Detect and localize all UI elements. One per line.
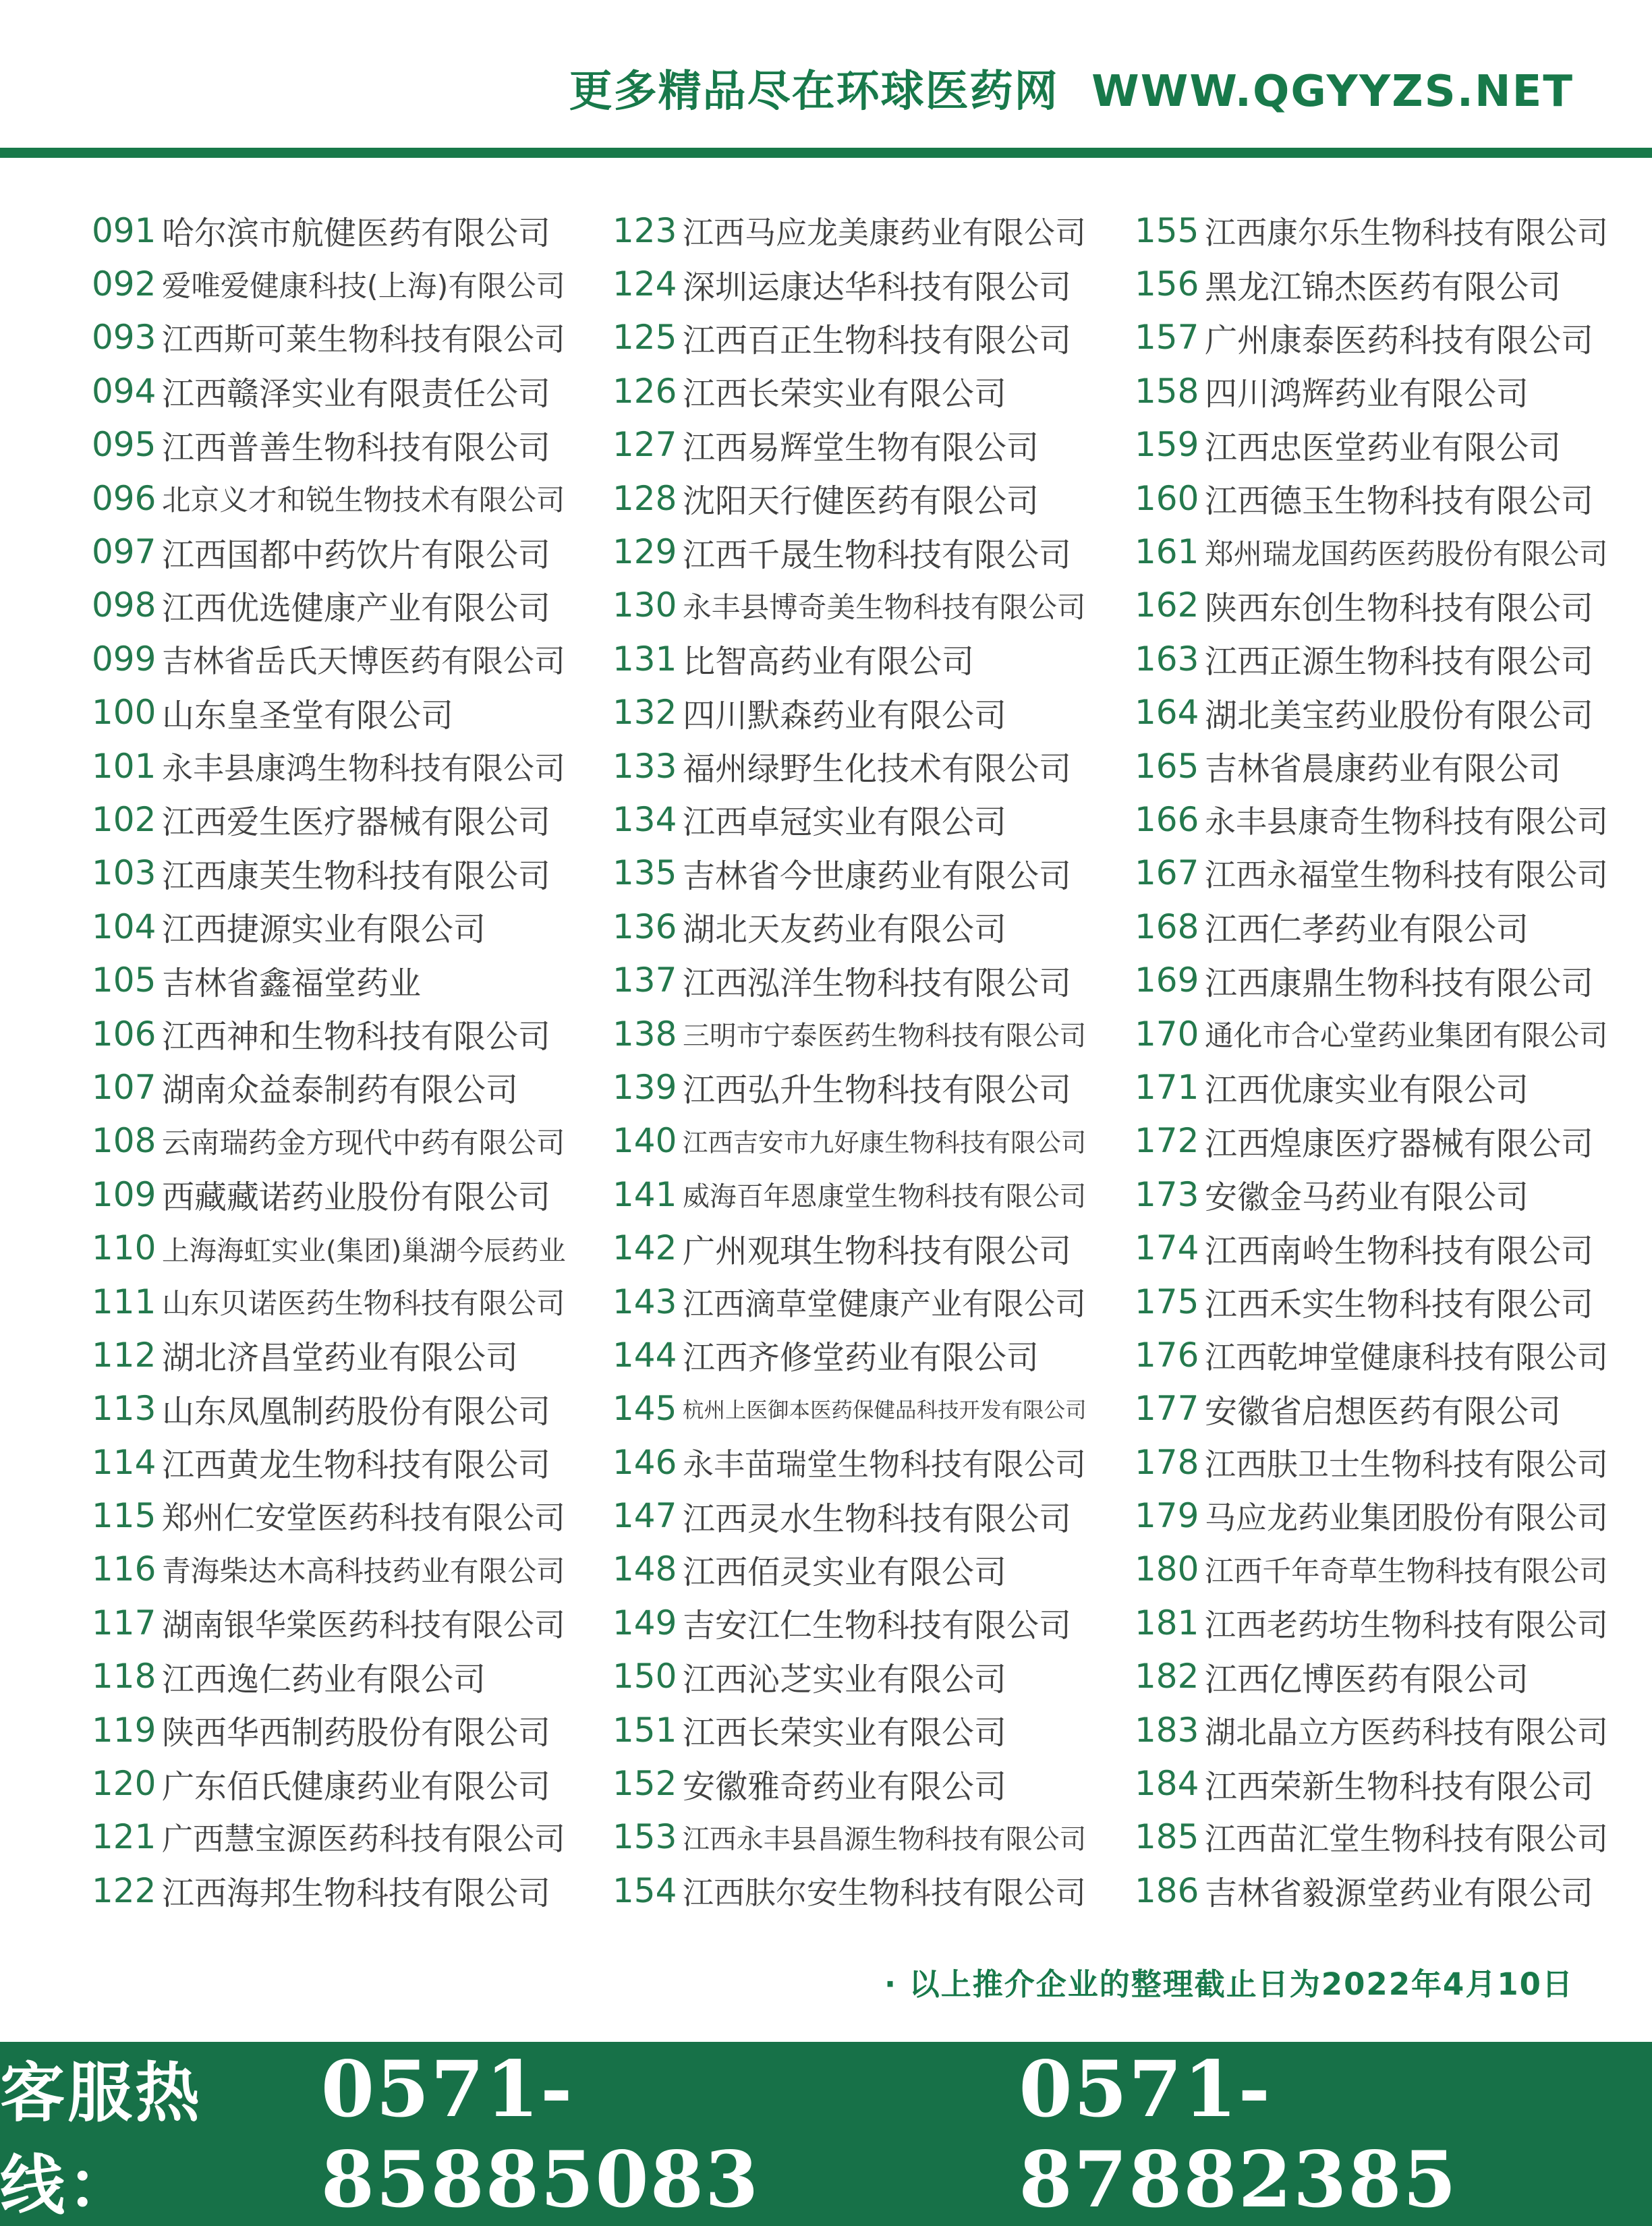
list-item (92, 525, 566, 578)
company-name: 广西慧宝源医药科技有限公司 (162, 1821, 565, 1858)
company-name: 江西爱生医疗器械有限公司 (162, 803, 551, 842)
list-item (613, 472, 1087, 525)
list-item (1135, 1221, 1608, 1274)
company-number: 138 (613, 1014, 677, 1054)
list-item (613, 1543, 1087, 1596)
list-item (1135, 1757, 1608, 1810)
company-name: 江西长荣实业有限公司 (683, 1714, 1007, 1752)
list-item (613, 1382, 1087, 1435)
list-item (613, 1328, 1087, 1381)
company-number: 096 (92, 478, 156, 518)
list-item (1135, 1703, 1608, 1757)
company-number: 135 (613, 853, 677, 893)
company-number: 117 (92, 1603, 156, 1643)
company-name: 江西易辉堂生物有限公司 (683, 428, 1039, 467)
company-name: 湖南众益泰制药有限公司 (162, 1071, 519, 1110)
company-name: 深圳运康达华科技有限公司 (683, 268, 1072, 306)
company-name: 江西荣新生物科技有限公司 (1205, 1767, 1594, 1806)
company-number: 110 (92, 1228, 156, 1268)
company-number: 165 (1135, 746, 1199, 786)
company-number: 107 (92, 1067, 156, 1107)
company-name: 吉林省鑫福堂药业 (162, 964, 422, 1002)
company-number: 094 (92, 371, 156, 411)
company-number: 144 (613, 1335, 677, 1375)
company-number: 091 (92, 210, 156, 250)
company-name: 永丰县康鸿生物科技有限公司 (162, 749, 565, 787)
company-name: 江西康尔乐生物科技有限公司 (1205, 214, 1608, 251)
company-number: 170 (1135, 1014, 1199, 1054)
cutoff-note: · 以上推介企业的整理截止日为2022年4月10日 (884, 1966, 1574, 2002)
list-item (613, 1168, 1087, 1221)
company-number: 108 (92, 1121, 156, 1161)
company-number: 113 (92, 1389, 156, 1429)
company-number: 127 (613, 425, 677, 465)
list-item (92, 257, 566, 310)
list-item (92, 847, 566, 900)
list-item (92, 1489, 566, 1542)
company-name: 江西滴草堂健康产业有限公司 (683, 1285, 1086, 1322)
list-item (92, 1810, 566, 1864)
company-name: 江西黄龙生物科技有限公司 (162, 1446, 551, 1485)
company-number: 116 (92, 1549, 156, 1589)
company-number: 146 (613, 1442, 677, 1482)
company-name: 江西神和生物科技有限公司 (162, 1018, 551, 1056)
list-item (613, 525, 1087, 578)
list-item (92, 900, 566, 953)
list-item (92, 579, 566, 632)
company-name: 吉林省岳氏天博医药有限公司 (162, 642, 565, 679)
list-item (92, 1328, 566, 1381)
company-number: 131 (613, 639, 677, 679)
company-number: 176 (1135, 1335, 1199, 1375)
company-number: 166 (1135, 799, 1199, 839)
list-item (613, 1596, 1087, 1649)
company-number: 097 (92, 532, 156, 572)
company-name: 四川鸿辉药业有限公司 (1205, 375, 1529, 413)
company-number: 147 (613, 1496, 677, 1536)
company-name: 江西肤尔安生物科技有限公司 (683, 1874, 1086, 1911)
hotline-phone-1: 0571-85885083 (320, 2043, 760, 2225)
company-name: 江西马应龙美康药业有限公司 (683, 214, 1086, 251)
company-name: 吉林省晨康药业有限公司 (1205, 750, 1562, 789)
company-name: 江西佰灵实业有限公司 (683, 1553, 1007, 1591)
header-divider (0, 148, 1652, 158)
company-name: 广州康泰医药科技有限公司 (1205, 321, 1594, 360)
company-name: 通化市合心堂药业集团有限公司 (1205, 1019, 1608, 1054)
company-number: 169 (1135, 961, 1199, 1000)
company-number: 121 (92, 1817, 156, 1857)
company-number: 142 (613, 1228, 677, 1268)
company-number: 100 (92, 693, 156, 733)
company-number: 115 (92, 1496, 156, 1536)
company-name: 江西老药坊生物科技有限公司 (1205, 1606, 1608, 1643)
company-name: 江西海邦生物科技有限公司 (162, 1875, 551, 1913)
company-number: 112 (92, 1335, 156, 1375)
company-name: 上海海虹实业(集团)巢湖今辰药业 (162, 1234, 566, 1267)
company-name: 三明市宁泰医药生物科技有限公司 (683, 1021, 1087, 1052)
company-number: 180 (1135, 1549, 1199, 1589)
company-number: 184 (1135, 1764, 1199, 1804)
company-number: 161 (1135, 532, 1199, 572)
list-item (613, 1114, 1087, 1168)
company-number: 174 (1135, 1228, 1199, 1268)
company-name: 江西长荣实业有限公司 (683, 375, 1007, 413)
list-item (613, 686, 1087, 739)
company-name: 江西泓洋生物科技有限公司 (683, 964, 1072, 1002)
company-number: 167 (1135, 853, 1199, 893)
list-item (1135, 418, 1608, 472)
company-number: 120 (92, 1764, 156, 1804)
company-number: 145 (613, 1389, 677, 1429)
company-name: 吉林省毅源堂药业有限公司 (1205, 1875, 1594, 1913)
company-number: 092 (92, 264, 156, 304)
list-item (1135, 1382, 1608, 1435)
list-item (1135, 847, 1608, 900)
list-item (1135, 686, 1608, 739)
company-number: 118 (92, 1657, 156, 1696)
company-column-1 (92, 204, 566, 1918)
list-item (1135, 1007, 1608, 1060)
company-number: 160 (1135, 478, 1199, 518)
company-name: 安徽金马药业有限公司 (1205, 1178, 1529, 1217)
company-number: 134 (613, 799, 677, 839)
list-item (613, 1703, 1087, 1757)
list-item (613, 1489, 1087, 1542)
list-item (1135, 1864, 1608, 1917)
company-name: 江西吉安市九好康生物科技有限公司 (683, 1128, 1087, 1158)
company-name: 爱唯爱健康科技(上海)有限公司 (162, 270, 565, 304)
company-number: 114 (92, 1442, 156, 1482)
list-item (613, 204, 1087, 257)
company-name: 永丰县博奇美生物科技有限公司 (683, 590, 1086, 625)
company-name: 江西千晟生物科技有限公司 (683, 536, 1072, 574)
company-name: 湖北天友药业有限公司 (683, 911, 1007, 949)
list-item (92, 632, 566, 685)
company-name: 湖南银华棠医药科技有限公司 (162, 1606, 565, 1643)
list-item (613, 1007, 1087, 1060)
list-item (92, 1435, 566, 1489)
company-number: 179 (1135, 1496, 1199, 1536)
company-name: 山东凤凰制药股份有限公司 (162, 1392, 551, 1431)
company-name: 吉安江仁生物科技有限公司 (683, 1607, 1072, 1645)
company-name: 山东皇圣堂有限公司 (162, 696, 454, 735)
list-item (613, 1757, 1087, 1810)
company-number: 177 (1135, 1389, 1199, 1429)
company-name: 江西南岭生物科技有限公司 (1205, 1232, 1594, 1270)
company-name: 威海百年恩康堂生物科技有限公司 (683, 1181, 1087, 1213)
company-number: 163 (1135, 639, 1199, 679)
company-name: 湖北晶立方医药科技有限公司 (1205, 1713, 1608, 1750)
company-number: 148 (613, 1549, 677, 1589)
company-name: 江西国都中药饮片有限公司 (162, 536, 551, 574)
company-number: 095 (92, 425, 156, 465)
list-item (92, 1275, 566, 1328)
company-name: 云南瑞药金方现代中药有限公司 (162, 1126, 565, 1160)
company-name: 江西康芙生物科技有限公司 (162, 857, 551, 895)
company-name: 江西沁芝实业有限公司 (683, 1660, 1007, 1699)
company-number: 133 (613, 746, 677, 786)
company-number: 141 (613, 1174, 677, 1214)
company-number: 175 (1135, 1282, 1199, 1321)
company-number: 164 (1135, 693, 1199, 733)
company-name: 哈尔滨市航健医药有限公司 (162, 215, 551, 253)
company-name: 江西永丰县昌源生物科技有限公司 (683, 1823, 1087, 1855)
company-column-2 (613, 204, 1087, 1918)
list-item (1135, 1275, 1608, 1328)
company-name: 比智高药业有限公司 (683, 643, 975, 681)
list-item (1135, 900, 1608, 953)
list-item (92, 1703, 566, 1757)
company-name: 江西百正生物科技有限公司 (683, 321, 1072, 360)
company-list (0, 204, 1652, 1931)
company-name: 广东佰氏健康药业有限公司 (162, 1767, 551, 1806)
company-number: 154 (613, 1871, 677, 1910)
company-number: 124 (613, 264, 677, 304)
list-item (613, 847, 1087, 900)
list-item (92, 739, 566, 793)
company-number: 183 (1135, 1710, 1199, 1750)
list-item (92, 1757, 566, 1810)
list-item (1135, 1435, 1608, 1489)
company-name: 江西卓冠实业有限公司 (683, 803, 1007, 842)
company-name: 江西仁孝药业有限公司 (1205, 911, 1529, 949)
company-name: 江西优选健康产业有限公司 (162, 589, 551, 627)
company-name: 江西乾坤堂健康科技有限公司 (1205, 1338, 1608, 1375)
company-name: 江西齐修堂药业有限公司 (683, 1339, 1039, 1377)
list-item (92, 418, 566, 472)
list-item (1135, 1543, 1608, 1596)
company-name: 江西忠医堂药业有限公司 (1205, 428, 1562, 467)
list-item (613, 1810, 1087, 1864)
footer-hotline-bar (0, 2042, 1652, 2226)
company-name: 江西康鼎生物科技有限公司 (1205, 964, 1594, 1002)
list-item (92, 1007, 566, 1060)
company-name: 湖北美宝药业股份有限公司 (1205, 696, 1594, 735)
list-item (92, 311, 566, 364)
company-number: 157 (1135, 318, 1199, 358)
list-item (1135, 632, 1608, 685)
list-item (1135, 364, 1608, 418)
list-item (92, 1221, 566, 1274)
company-name: 马应龙药业集团股份有限公司 (1205, 1500, 1608, 1537)
company-name: 江西优康实业有限公司 (1205, 1071, 1529, 1110)
list-item (613, 579, 1087, 632)
company-number: 098 (92, 586, 156, 625)
list-item (613, 1060, 1087, 1114)
company-name: 江西亿博医药有限公司 (1205, 1660, 1529, 1699)
list-item (613, 1650, 1087, 1703)
list-item (92, 1114, 566, 1168)
company-name: 青海柴达木高科技药业有限公司 (162, 1554, 565, 1589)
company-number: 103 (92, 853, 156, 893)
company-name: 江西逸仁药业有限公司 (162, 1660, 486, 1699)
list-item (1135, 472, 1608, 525)
company-number: 102 (92, 799, 156, 839)
list-item (92, 953, 566, 1006)
list-item (92, 686, 566, 739)
list-item (613, 364, 1087, 418)
company-name: 江西千年奇草生物科技有限公司 (1205, 1554, 1608, 1589)
company-number: 109 (92, 1174, 156, 1214)
list-item (92, 1650, 566, 1703)
list-item (1135, 1060, 1608, 1114)
list-item (92, 1596, 566, 1649)
company-number: 129 (613, 532, 677, 572)
list-item (1135, 793, 1608, 846)
list-item (613, 1221, 1087, 1274)
company-number: 185 (1135, 1817, 1199, 1857)
company-number: 137 (613, 961, 677, 1000)
list-item (613, 257, 1087, 310)
company-name: 江西正源生物科技有限公司 (1205, 643, 1594, 681)
company-number: 139 (613, 1067, 677, 1107)
list-item (613, 311, 1087, 364)
company-number: 101 (92, 746, 156, 786)
list-item (92, 1543, 566, 1596)
company-name: 江西捷源实业有限公司 (162, 911, 486, 949)
company-number: 156 (1135, 264, 1199, 304)
hotline-label: 客服热线： (0, 2055, 202, 2223)
company-name: 江西禾实生物科技有限公司 (1205, 1286, 1594, 1323)
company-number: 172 (1135, 1121, 1199, 1161)
company-name: 江西普善生物科技有限公司 (162, 428, 551, 467)
company-number: 173 (1135, 1174, 1199, 1214)
company-number: 105 (92, 961, 156, 1000)
company-number: 122 (92, 1871, 156, 1910)
header-promo-text: 更多精品尽在环球医药网 WWW.QGYYZS.NET (569, 67, 1574, 117)
list-item (1135, 1489, 1608, 1542)
list-item (1135, 739, 1608, 793)
company-number: 125 (613, 318, 677, 358)
list-item (613, 1864, 1087, 1917)
list-item (1135, 579, 1608, 632)
list-item (613, 953, 1087, 1006)
company-number: 150 (613, 1657, 677, 1696)
company-name: 陕西东创生物科技有限公司 (1205, 589, 1594, 627)
list-item (1135, 1114, 1608, 1168)
list-item (613, 900, 1087, 953)
company-name: 杭州上医御本医药保健品科技开发有限公司 (683, 1398, 1087, 1423)
company-number: 126 (613, 371, 677, 411)
list-item (92, 364, 566, 418)
list-item (613, 1275, 1087, 1328)
list-item (613, 632, 1087, 685)
company-number: 132 (613, 693, 677, 733)
company-name: 四川默森药业有限公司 (683, 696, 1007, 735)
company-number: 104 (92, 907, 156, 946)
company-name: 西藏藏诺药业股份有限公司 (162, 1178, 551, 1217)
company-name: 江西煌康医疗器械有限公司 (1205, 1124, 1594, 1163)
company-name: 北京义才和锐生物技术有限公司 (162, 484, 565, 518)
company-number: 130 (613, 586, 677, 625)
company-number: 159 (1135, 425, 1199, 465)
company-number: 186 (1135, 1871, 1199, 1910)
company-name: 江西肤卫士生物科技有限公司 (1205, 1446, 1608, 1483)
company-name: 永丰县康奇生物科技有限公司 (1205, 803, 1608, 840)
company-name: 江西赣泽实业有限责任公司 (162, 375, 551, 413)
company-name: 福州绿野生化技术有限公司 (683, 750, 1072, 789)
company-number: 106 (92, 1014, 156, 1054)
company-name: 广州观琪生物科技有限公司 (683, 1232, 1072, 1270)
company-name: 江西斯可莱生物科技有限公司 (162, 321, 565, 358)
list-item (613, 1435, 1087, 1489)
company-name: 山东贝诺医药生物科技有限公司 (162, 1287, 565, 1321)
list-item (1135, 1650, 1608, 1703)
list-item (613, 793, 1087, 846)
list-item (1135, 525, 1608, 578)
company-name: 江西苗汇堂生物科技有限公司 (1205, 1821, 1608, 1858)
company-name: 湖北济昌堂药业有限公司 (162, 1339, 519, 1377)
company-number: 149 (613, 1603, 677, 1643)
company-number: 162 (1135, 586, 1199, 625)
list-item (613, 739, 1087, 793)
list-item (92, 1168, 566, 1221)
list-item (1135, 1596, 1608, 1649)
list-item (1135, 1810, 1608, 1864)
company-number: 168 (1135, 907, 1199, 946)
hotline-phone-2: 0571-87882385 (1019, 2043, 1458, 2225)
company-name: 江西弘升生物科技有限公司 (683, 1071, 1072, 1110)
company-number: 171 (1135, 1067, 1199, 1107)
company-name: 郑州瑞龙国药医药股份有限公司 (1205, 537, 1608, 571)
company-number: 181 (1135, 1603, 1199, 1643)
list-item (1135, 311, 1608, 364)
company-name: 安徽省启想医药有限公司 (1205, 1392, 1562, 1431)
list-item (92, 1864, 566, 1917)
company-number: 151 (613, 1710, 677, 1750)
company-number: 140 (613, 1121, 677, 1161)
company-number: 123 (613, 210, 677, 250)
company-number: 158 (1135, 371, 1199, 411)
company-name: 安徽雅奇药业有限公司 (683, 1767, 1007, 1806)
company-name: 黑龙江锦杰医药有限公司 (1205, 268, 1562, 306)
company-name: 吉林省今世康药业有限公司 (683, 857, 1072, 895)
list-item (92, 472, 566, 525)
list-item (613, 418, 1087, 472)
list-item (1135, 1168, 1608, 1221)
company-name: 江西灵水生物科技有限公司 (683, 1500, 1072, 1538)
company-number: 119 (92, 1710, 156, 1750)
list-item (1135, 257, 1608, 310)
company-number: 136 (613, 907, 677, 946)
company-number: 099 (92, 639, 156, 679)
company-name: 江西永福堂生物科技有限公司 (1205, 857, 1608, 894)
list-item (92, 1060, 566, 1114)
company-name: 郑州仁安堂医药科技有限公司 (162, 1500, 565, 1537)
company-number: 111 (92, 1282, 156, 1321)
company-name: 永丰苗瑞堂生物科技有限公司 (683, 1446, 1086, 1483)
company-name: 沈阳天行健医药有限公司 (683, 482, 1039, 521)
company-number: 178 (1135, 1442, 1199, 1482)
list-item (1135, 953, 1608, 1006)
list-item (92, 1382, 566, 1435)
company-number: 153 (613, 1817, 677, 1857)
list-item (1135, 204, 1608, 257)
company-number: 128 (613, 478, 677, 518)
company-column-3 (1135, 204, 1608, 1918)
company-number: 143 (613, 1282, 677, 1321)
company-name: 陕西华西制药股份有限公司 (162, 1714, 551, 1752)
list-item (92, 204, 566, 257)
list-item (92, 793, 566, 846)
company-number: 155 (1135, 210, 1199, 250)
company-name: 江西德玉生物科技有限公司 (1205, 482, 1594, 521)
company-number: 182 (1135, 1657, 1199, 1696)
company-number: 152 (613, 1764, 677, 1804)
company-number: 093 (92, 318, 156, 358)
list-item (1135, 1328, 1608, 1381)
